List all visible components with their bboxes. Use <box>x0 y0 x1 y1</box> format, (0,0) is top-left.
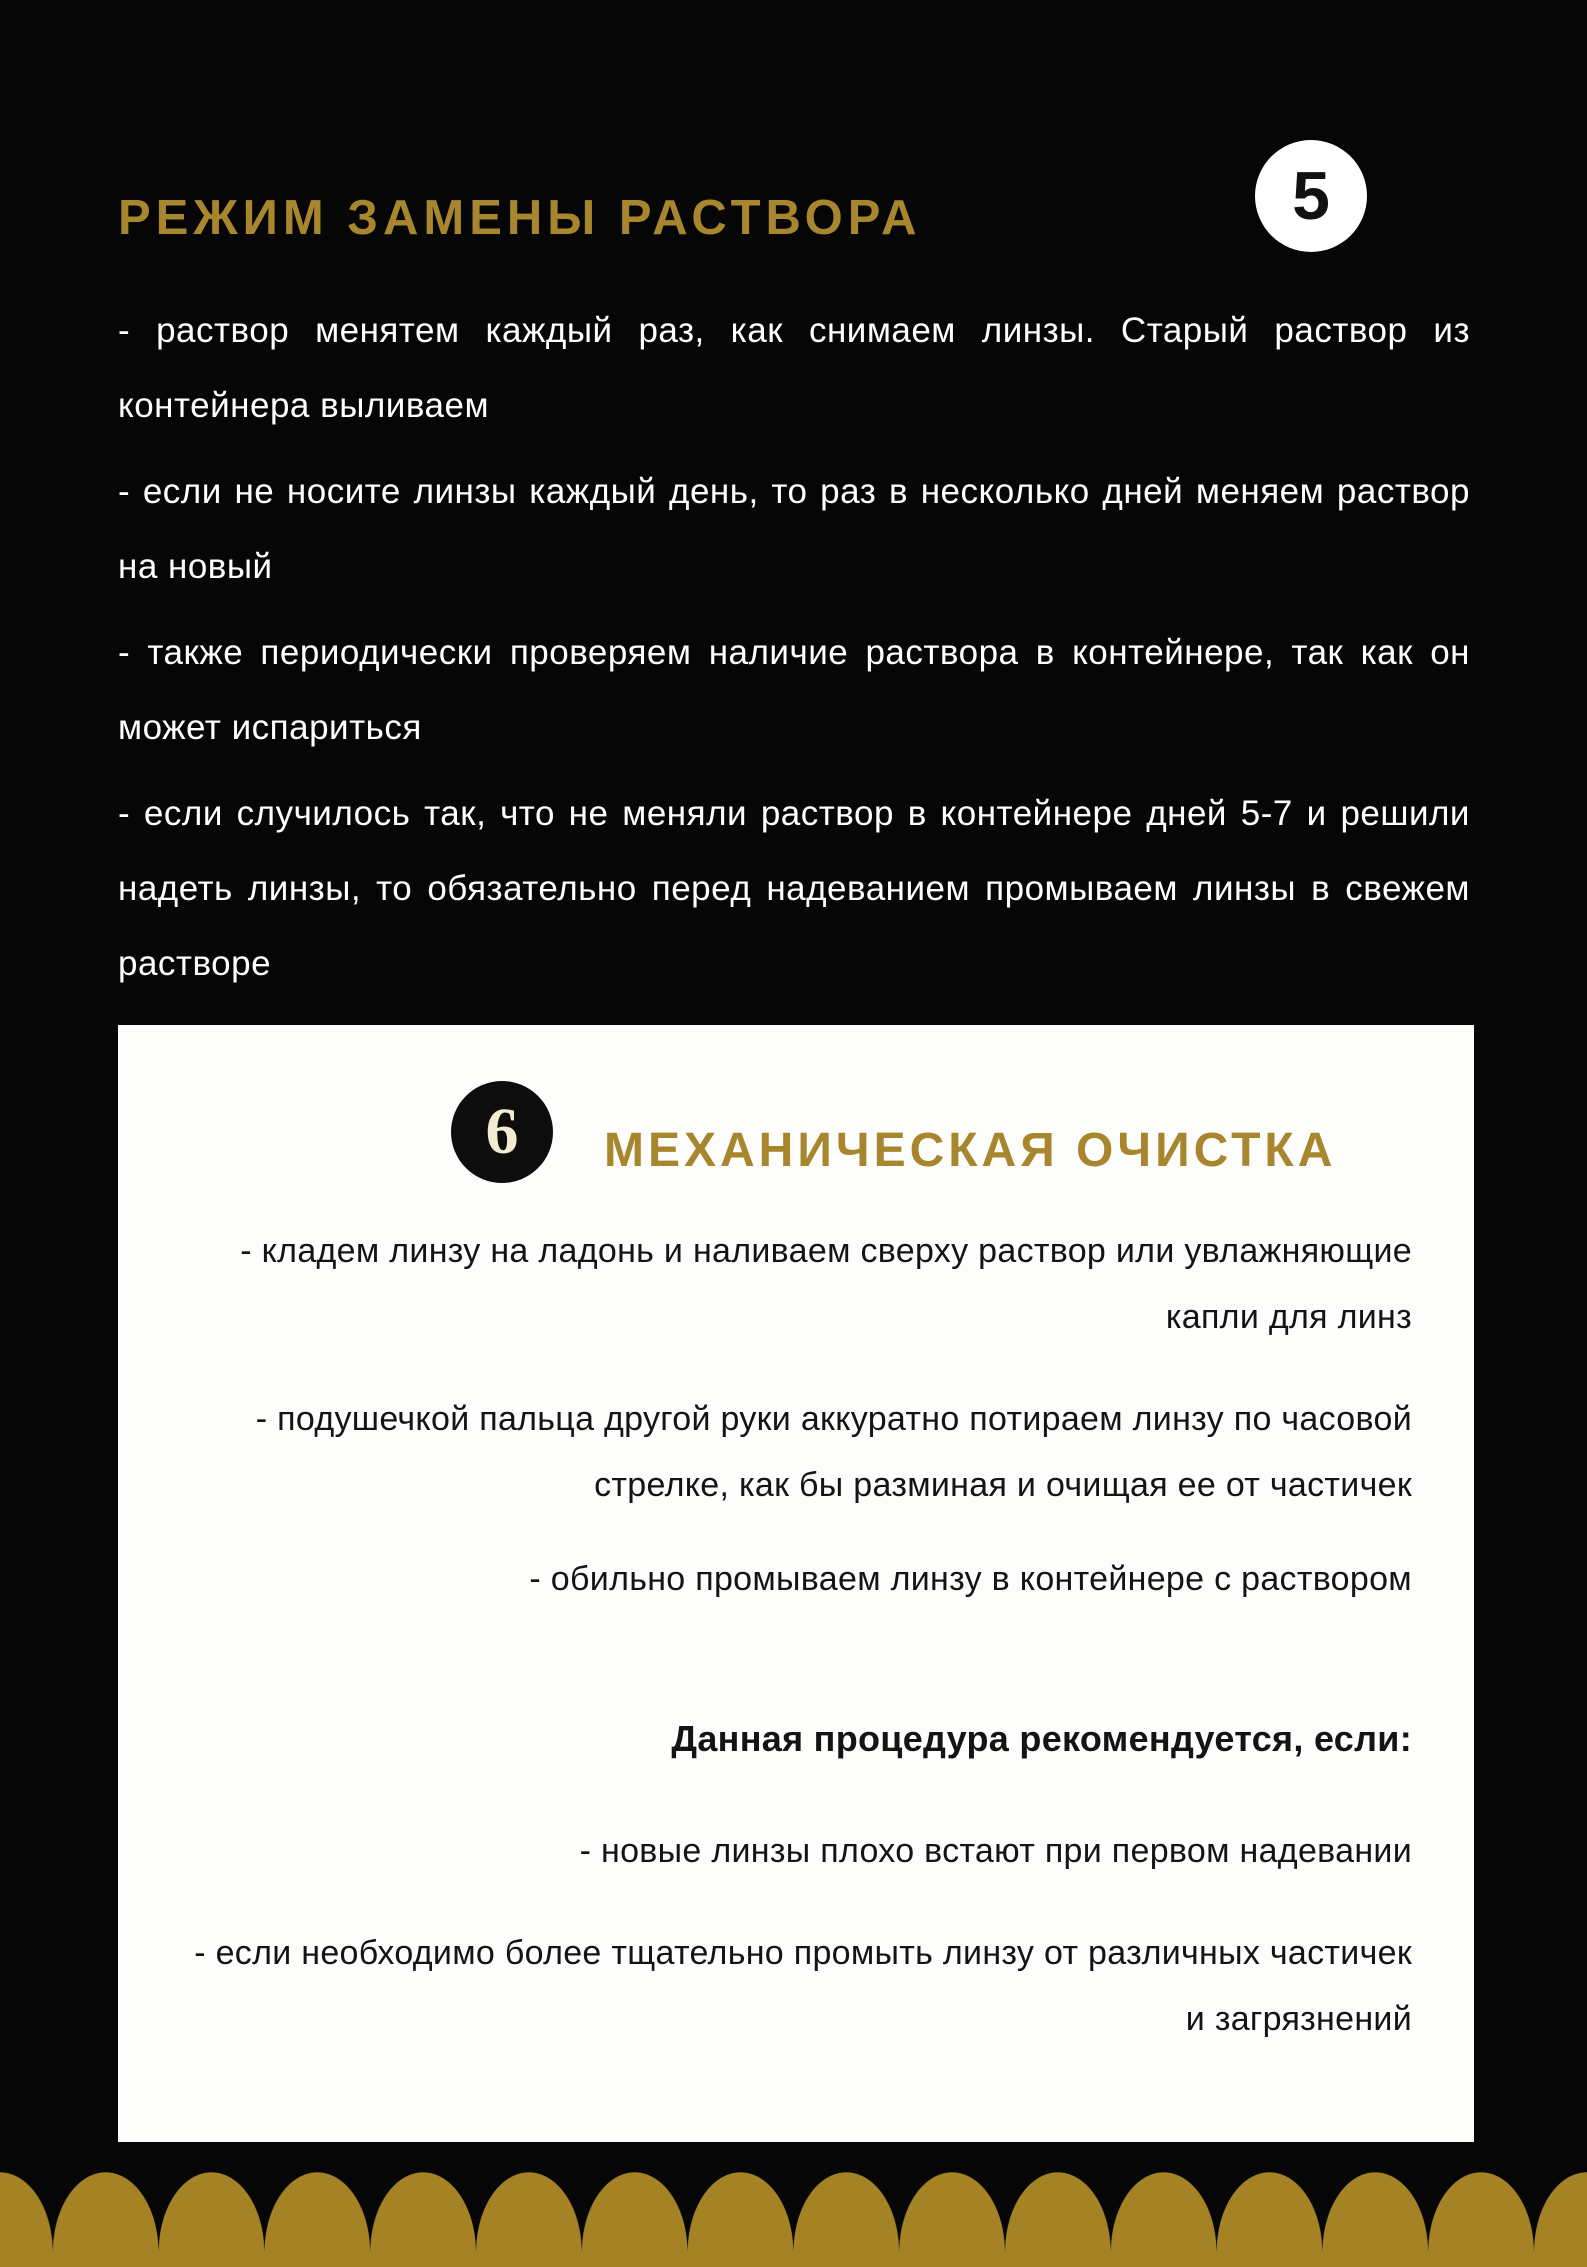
recommendation-item-1: - новые линзы плохо встают при первом надевании <box>579 1832 1412 1870</box>
scalloped-border-decoration <box>0 2172 1587 2267</box>
page-number: 5 <box>1292 158 1330 234</box>
page-number-badge <box>1255 140 1367 252</box>
solution-paragraph-4: - если случилось так, что не меняли раствор в контейнере дней 5-7 и решили надеть линзы, то обязательно перед надеванием промываем линзы в свежем растворе <box>118 794 1470 983</box>
mechanical-cleaning-card <box>118 1025 1474 2142</box>
cleaning-paragraph-2: - подушечкой пальца другой руки аккуратно потираем линзу по часовой стрелке, как бы разминая и очищая ее от частичек <box>255 1400 1412 1504</box>
step-number-badge <box>451 1081 553 1183</box>
solution-paragraph-2: - если не носите линзы каждый день, то раз в несколько дней меняем раствор на новый <box>118 472 1470 586</box>
solution-paragraph-3: - также периодически проверяем наличие раствора в контейнере, так как он может испариться <box>118 633 1470 747</box>
section-cleaning-title: МЕХАНИЧЕСКАЯ ОЧИСТКА <box>604 1124 1337 1177</box>
cleaning-paragraph-3: - обильно промываем линзу в контейнере с раствором <box>529 1560 1412 1598</box>
section-solution-title: РЕЖИМ ЗАМЕНЫ РАСТВОРА <box>118 191 922 245</box>
step-number: 6 <box>485 1095 519 1168</box>
recommendation-item-2: - если необходимо более тщательно промыть линзу от различных частичек и загрязнений <box>194 1934 1412 2038</box>
section-solution-body <box>118 293 1470 1012</box>
cleaning-paragraph-1: - кладем линзу на ладонь и наливаем сверху раствор или увлажняющие капли для линз <box>240 1232 1412 1336</box>
recommendation-heading: Данная процедура рекомендуется, если: <box>671 1718 1412 1759</box>
solution-paragraph-1: - раствор менятем каждый раз, как снимаем линзы. Старый раствор из контейнера выливаем <box>118 311 1470 425</box>
section-cleaning-body <box>176 1218 1412 2052</box>
